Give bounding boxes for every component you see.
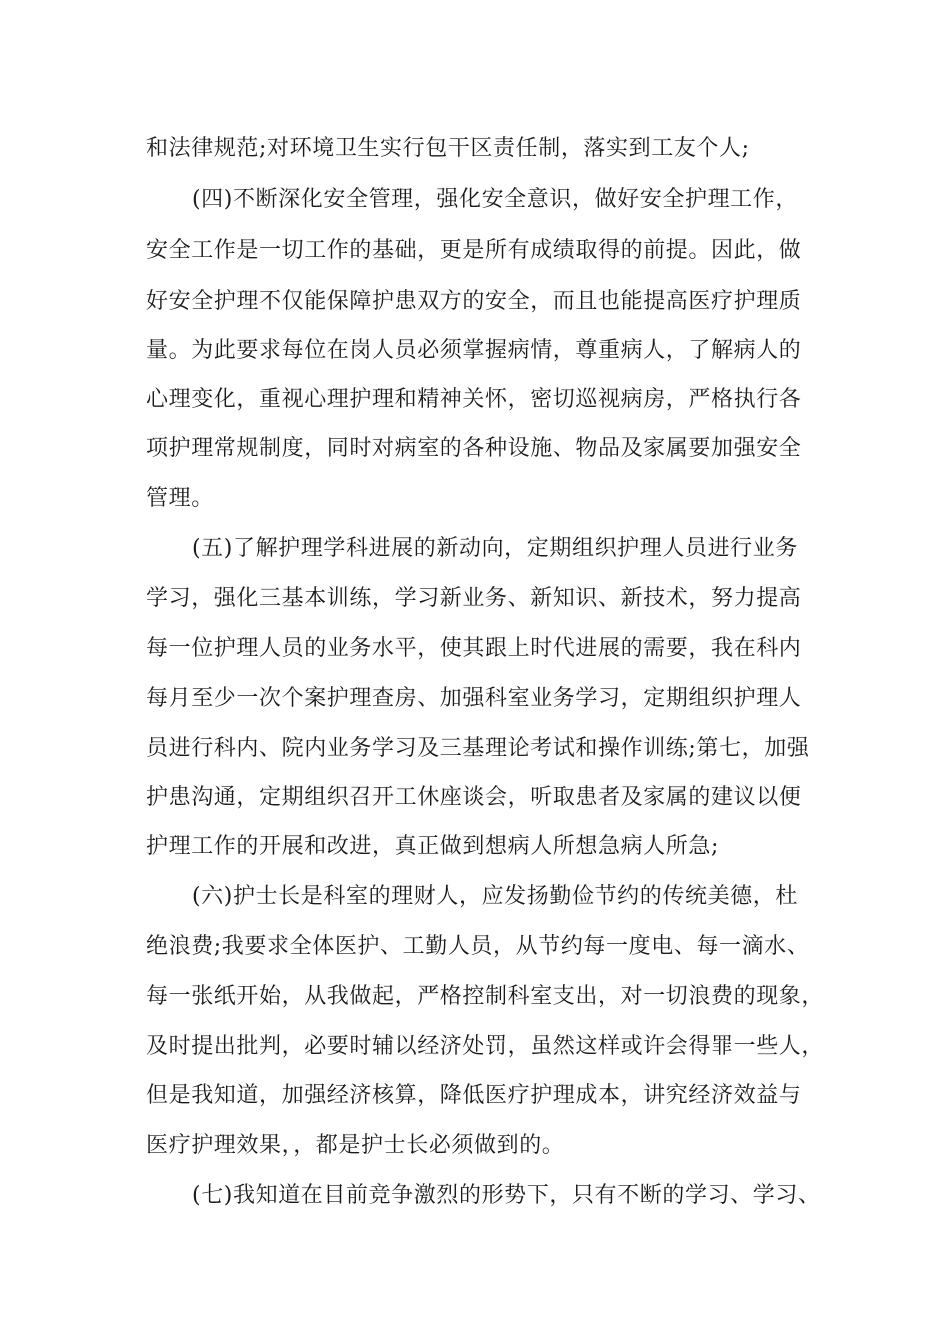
text-line: 和法律规范;对环境卫生实行包干区责任制，落实到工友个人; bbox=[146, 136, 750, 161]
text-line: 安全工作是一切工作的基础，更是所有成绩取得的前提。因此，做 bbox=[146, 238, 802, 263]
text-line: 护患沟通，定期组织召开工休座谈会，听取患者及家属的建议以便 bbox=[146, 785, 802, 810]
text-line: 护理工作的开展和改进，真正做到想病人所想急病人所急; bbox=[146, 834, 720, 859]
text-line: 管理。 bbox=[146, 486, 214, 511]
text-line: 量。为此要求每位在岗人员必须掌握病情，尊重病人，了解病人的 bbox=[146, 338, 802, 363]
paragraph-five-start: (五)了解护理学科进展的新动向，定期组织护理人员进行业务 bbox=[192, 536, 798, 561]
text-line: 每一位护理人员的业务水平，使其跟上时代进展的需要，我在科内 bbox=[146, 636, 802, 661]
text-line: 心理变化，重视心理护理和精神关怀，密切巡视病房，严格执行各 bbox=[146, 387, 802, 412]
paragraph-seven-start: (七)我知道在目前竞争激烈的形势下，只有不断的学习、学习、 bbox=[192, 1183, 821, 1208]
text-line: 好安全护理不仅能保障护患双方的安全，而且也能提高医疗护理质 bbox=[146, 289, 802, 314]
text-line: 绝浪费;我要求全体医护、工勤人员，从节约每一度电、每一滴水、 bbox=[146, 934, 810, 959]
paragraph-four-start: (四)不断深化安全管理，强化安全意识，做好安全护理工作， bbox=[192, 187, 798, 212]
text-line: 每一张纸开始，从我做起，严格控制科室支出，对一切浪费的现象， bbox=[146, 984, 825, 1009]
text-line: 医疗护理效果，，都是护士长必须做到的。 bbox=[146, 1133, 565, 1158]
text-line: 项护理常规制度，同时对病室的各种设施、物品及家属要加强安全 bbox=[146, 436, 802, 461]
text-line: 学习，强化三基本训练，学习新业务、新知识、新技术，努力提高 bbox=[146, 586, 802, 611]
text-line: 但是我知道，加强经济核算，降低医疗护理成本，讲究经济效益与 bbox=[146, 1083, 802, 1108]
text-line: 及时提出批判，必要时辅以经济处罚，虽然这样或许会得罪一些人， bbox=[146, 1034, 825, 1059]
paragraph-six-start: (六)护士长是科室的理财人，应发扬勤俭节约的传统美德，杜 bbox=[192, 884, 798, 909]
text-line: 每月至少一次个案护理查房、加强科室业务学习，定期组织护理人 bbox=[146, 686, 802, 711]
text-line: 员进行科内、院内业务学习及三基理论考试和操作训练;第七，加强 bbox=[146, 736, 810, 761]
